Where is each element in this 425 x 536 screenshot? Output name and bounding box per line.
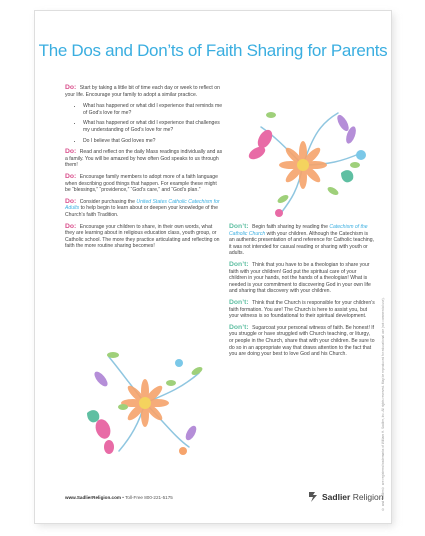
do-label: Do:: [65, 222, 77, 230]
do-label: Do:: [65, 197, 77, 205]
do-item-1: [65, 85, 223, 98]
do-text-1: Start by taking a little bit of time each day or week to reflect on your life. Encourage your family to adopt a similar practice.: [65, 85, 220, 98]
sadlier-logo: [307, 491, 383, 503]
reflection-questions: [65, 103, 223, 144]
dont-label: Don’t:: [229, 298, 249, 306]
do-text-4a: Consider purchasing the: [79, 198, 137, 205]
catechism-link[interactable]: Catechism of the Catholic Church: [229, 224, 368, 237]
dont-label: Don’t:: [229, 223, 249, 230]
sadlier-logo-icon: [307, 491, 319, 503]
floral-bottom-left: [79, 343, 209, 461]
catechism-adults-link[interactable]: United States Catholic Catechism for Adults: [65, 198, 220, 212]
dont-text-3: Think that the Church is responsible for your children’s faith formation. You are! The Church is here to assist you, but your witness is so foundational to their spiritual development.: [229, 299, 375, 320]
list-item: • What has happened or what did I experience that challenges my understanding of God’s love for me?: [83, 120, 223, 133]
footer-phone: Toll-Free 800-221-5175: [125, 495, 173, 500]
dont-label: Don’t:: [229, 260, 249, 268]
dont-item-1: [229, 224, 375, 257]
copyright-notice: ® and Sadlier® are registered trademarks of William H. Sadlier, Inc. All rights reserved. May be reproduced for educational use (not commercial use).: [381, 297, 385, 511]
list-item: • Do I believe that God loves me?: [83, 138, 223, 145]
dos-column: [65, 85, 223, 255]
do-text-4b: to help begin to learn about or deepen your knowledge of the Church’s faith Tradition.: [65, 205, 218, 218]
list-item: • What has happened or what did I experience that reminds me of God’s love for me?: [83, 103, 223, 116]
do-text-3: Encourage family members to adopt more of a faith language when describing good things that happen. For example these might be “blessings,” “providence,” “God’s care,” and “God’s plan.”: [65, 173, 218, 194]
do-item-3: [65, 174, 223, 194]
do-label: Do:: [65, 148, 77, 156]
logo-word-1: Sadlier: [322, 492, 351, 502]
handout-page: [34, 10, 392, 524]
page-title: The Dos and Don’ts of Faith Sharing for Parents: [38, 41, 388, 60]
do-item-2: [65, 149, 223, 169]
dont-text-1b: with your children. Although the Catechism is an authentic presentation of and reference for Catholic teaching, it was not intended for casual reading or sharing with youth or adults.: [229, 230, 374, 257]
do-text-2: Read and reflect on the daily Mass readings individually and as a family. You will be amazed by how often God speaks to us through them!: [65, 149, 223, 169]
footer-separator: •: [122, 495, 124, 500]
dont-text-4: Sugarcoat your personal witness of faith. Be honest! If you struggle or have struggled with Church teaching, or liturgy, or people in the Church, share that with your children. Be sure to do so in an appropriate way that draws attention to the fact that you are doing your best to love God and his Church.: [229, 324, 375, 358]
dont-item-4: [229, 325, 375, 358]
floral-top-right: [243, 95, 373, 225]
footer-contact: [65, 495, 173, 500]
dont-item-3: [229, 300, 375, 320]
logo-word-2: Religion: [352, 492, 384, 502]
dont-item-2: [229, 262, 375, 295]
do-label: Do:: [65, 84, 77, 91]
do-text-5: Encourage your children to share, in their own words, what they are learning about in religious education class, youth group, or Catholic school. The more they practice articulating and reflecting on faith the more routine sharing becomes!: [65, 223, 220, 250]
dont-label: Don’t:: [229, 323, 249, 331]
logo-text: [322, 492, 383, 502]
dont-text-2: Think that you have to be a theologian to share your faith with your children! God put the spiritual care of your children in your hands, not the hands of a theologian! What is needed is your commitment to discovering God in your own life and sharing that discovery with your children.: [229, 261, 371, 295]
do-label: Do:: [65, 172, 77, 180]
dont-text-1a: Begin faith sharing by reading the: [252, 224, 330, 230]
footer-url[interactable]: www.SadlierReligion.com: [65, 495, 121, 500]
donts-column: [229, 224, 375, 363]
do-item-4: [65, 199, 223, 219]
do-item-5: [65, 224, 223, 250]
